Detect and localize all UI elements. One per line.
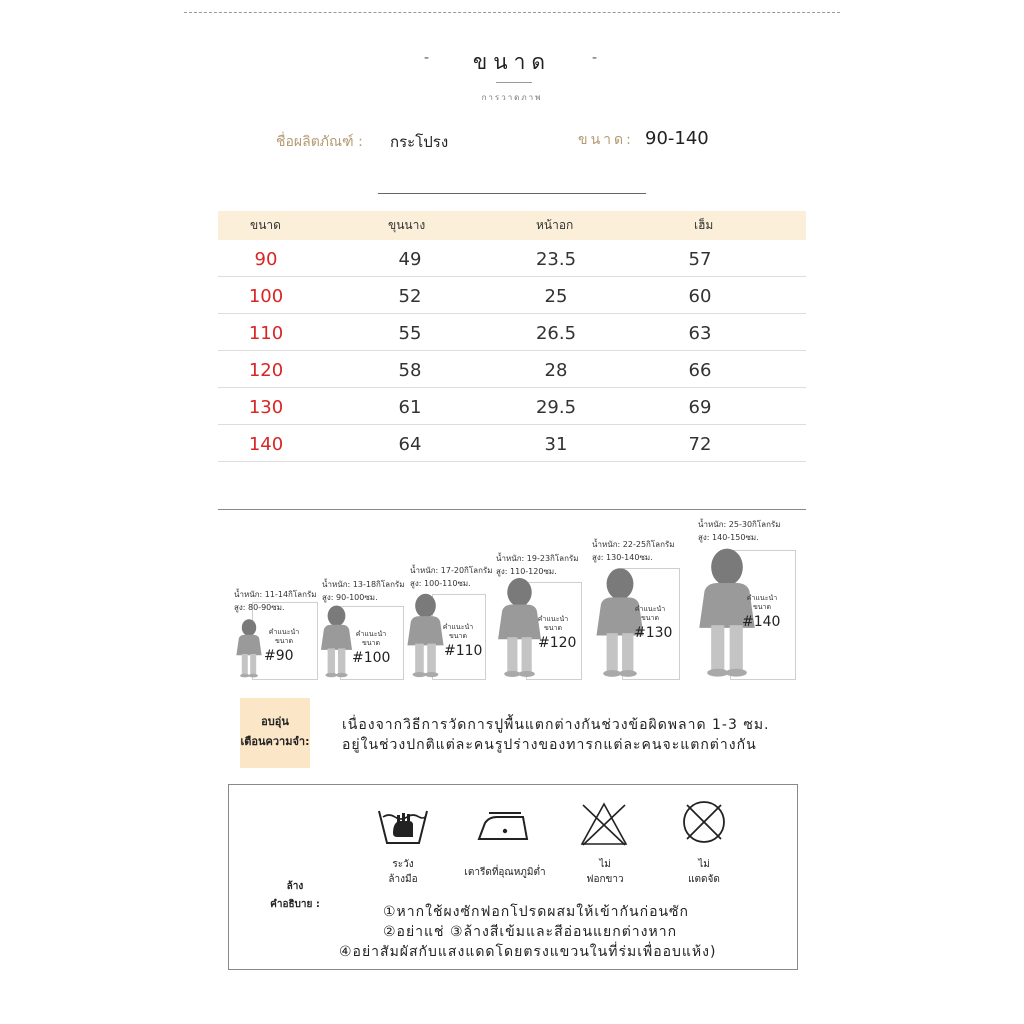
child-weight: น้ำหนัก: 22-25กิโลกรัม — [592, 540, 675, 549]
size-word-label: ขนาด — [752, 602, 772, 611]
cell-chest: 26.5 — [535, 323, 577, 344]
care-instruction-2: ②อย่าแช่ ③ล้างสีเข้มและสีอ่อนแยกต่างหาก — [383, 924, 678, 940]
product-name-label: ชื่อผลิตภัณฑ์ : — [276, 134, 363, 150]
child-weight-height — [698, 518, 781, 544]
recommended-size-number: #90 — [264, 647, 294, 664]
cell-size: 140 — [248, 434, 284, 455]
table-row — [218, 314, 806, 351]
cell-size: 90 — [254, 249, 278, 270]
recommended-size-caption — [436, 623, 480, 641]
care-cap-bleach-2: ฟอกขาว — [586, 874, 624, 885]
size-table-header — [218, 211, 806, 240]
child-height: สูง: 130-140ซม. — [592, 553, 653, 562]
care-instruction-1: ①หากใช้ผงซักฟอกโปรดผสมให้เข้ากันก่อนซัก — [383, 904, 690, 920]
table-row — [218, 240, 806, 277]
cell-chest: 29.5 — [535, 397, 577, 418]
cell-length: 55 — [398, 323, 422, 344]
no-bleach-icon — [579, 801, 629, 847]
child-height: สูง: 140-150ซม. — [698, 533, 759, 542]
recommended-size-number: #140 — [742, 613, 781, 630]
recommended-size-number: #110 — [444, 642, 483, 659]
reminder-label-line2: เตือนความจำ: — [240, 735, 310, 748]
cell-chest: 23.5 — [535, 249, 577, 270]
child-weight-height — [592, 538, 675, 564]
cell-length: 64 — [398, 434, 422, 455]
recommend-label: คำแนะนำ — [268, 627, 300, 636]
care-side-label2: คำอธิบาย : — [270, 899, 320, 910]
size-word-label: ขนาด — [361, 639, 381, 648]
size-range-value: 90-140 — [645, 128, 709, 149]
cell-hem: 60 — [688, 286, 712, 307]
reminder-text-line1: เนื่องจากวิธีการวัดการปูพื้นแตกต่างกันช่วงข้อผิดพลาด 1-3 ซม. — [342, 717, 770, 733]
cell-size: 110 — [248, 323, 284, 344]
header-size: ขนาด — [250, 218, 281, 232]
iron-icon — [475, 807, 531, 843]
child-silhouette-icon — [694, 546, 760, 678]
cell-size: 120 — [248, 360, 284, 381]
recommended-size-number: #120 — [538, 634, 577, 651]
child-weight-height — [410, 564, 493, 590]
cell-size: 100 — [248, 286, 284, 307]
child-weight: น้ำหนัก: 25-30กิโลกรัม — [698, 520, 781, 529]
reminder-label-box — [240, 698, 310, 768]
table-row — [218, 425, 806, 462]
child-weight-height — [322, 578, 405, 604]
kids-section-divider — [218, 509, 806, 510]
cell-hem: 63 — [688, 323, 712, 344]
table-row — [218, 277, 806, 314]
size-word-label: ขนาด — [543, 623, 563, 632]
care-instruction-3: ④อย่าสัมผัสกับแสงแดดโดยตรงแขวนในที่ร่มเพื่ออบแห้ง) — [339, 944, 717, 960]
care-cap-handwash-1: ระวัง — [392, 859, 414, 870]
size-range-label: ขนาด: — [578, 132, 634, 148]
size-word-label: ขนาด — [640, 614, 660, 623]
recommend-label: คำแนะนำ — [537, 614, 569, 623]
child-height: สูง: 90-100ซม. — [322, 593, 378, 602]
child-weight: น้ำหนัก: 11-14กิโลกรัม — [234, 590, 317, 599]
recommended-size-caption — [256, 628, 312, 646]
child-weight: น้ำหนัก: 13-18กิโลกรัม — [322, 580, 405, 589]
cell-size: 130 — [248, 397, 284, 418]
child-height: สูง: 80-90ซม. — [234, 603, 285, 612]
child-weight-height — [496, 552, 579, 578]
cell-chest: 25 — [544, 286, 568, 307]
child-weight-height — [234, 588, 317, 614]
care-cap-handwash-2: ล้างมือ — [388, 874, 418, 885]
care-cap-dry-2: แตดจัด — [688, 874, 720, 885]
recommended-size-caption — [626, 605, 674, 623]
title-underline — [496, 82, 532, 83]
no-tumble-dry-icon — [681, 799, 727, 845]
cell-length: 61 — [398, 397, 422, 418]
title-dash-right: - — [592, 50, 598, 66]
care-side-label1: ล้าง — [286, 881, 304, 892]
child-height: สูง: 110-120ซม. — [496, 567, 557, 576]
size-table — [218, 211, 806, 462]
cell-hem: 57 — [688, 249, 712, 270]
cell-length: 58 — [398, 360, 422, 381]
page-title: ขนาด — [472, 50, 552, 74]
recommend-label: คำแนะนำ — [634, 605, 666, 614]
top-dashed-divider — [184, 12, 840, 13]
hand-wash-icon — [375, 803, 431, 847]
care-instructions-box — [228, 784, 798, 970]
child-height: สูง: 100-110ซม. — [410, 579, 471, 588]
cell-hem: 66 — [688, 360, 712, 381]
care-cap-bleach-1: ไม่ — [599, 859, 611, 870]
recommend-label: คำแนะนำ — [355, 630, 387, 639]
reminder-text-line2: อยู่ในช่วงปกติแต่ละคนรูปร่างของทารกแต่ละคนจะแตกต่างกัน — [342, 737, 757, 753]
reminder-label-line1: อบอุ่น — [261, 715, 289, 728]
child-weight: น้ำหนัก: 17-20กิโลกรัม — [410, 566, 493, 575]
recommended-size-number: #130 — [634, 625, 673, 642]
page-subtitle: การวาดภาพ — [481, 93, 543, 102]
child-weight: น้ำหนัก: 19-23กิโลกรัม — [496, 554, 579, 563]
care-cap-dry-1: ไม่ — [698, 859, 710, 870]
recommended-size-number: #100 — [352, 650, 391, 667]
recommended-size-caption — [530, 615, 576, 633]
cell-hem: 72 — [688, 434, 712, 455]
table-row — [218, 351, 806, 388]
product-name-value: กระโปรง — [390, 133, 449, 151]
recommended-size-caption — [734, 594, 790, 612]
cell-length: 49 — [398, 249, 422, 270]
header-chest: หน้าอก — [536, 218, 574, 232]
recommend-label: คำแนะนำ — [746, 593, 778, 602]
size-word-label: ขนาด — [274, 636, 294, 645]
header-hem: เฮ็ม — [694, 218, 714, 232]
cell-length: 52 — [398, 286, 422, 307]
cell-chest: 28 — [544, 360, 568, 381]
recommended-size-caption — [344, 630, 398, 648]
recommend-label: คำแนะนำ — [442, 622, 474, 631]
cell-chest: 31 — [544, 434, 568, 455]
table-row — [218, 388, 806, 425]
care-cap-iron: เตารีดที่อุณหภูมิต่ำ — [464, 867, 546, 878]
header-length: ขุนนาง — [388, 218, 426, 232]
size-word-label: ขนาด — [448, 631, 468, 640]
title-dash-left: - — [424, 50, 430, 66]
section-divider — [378, 193, 646, 194]
cell-hem: 69 — [688, 397, 712, 418]
